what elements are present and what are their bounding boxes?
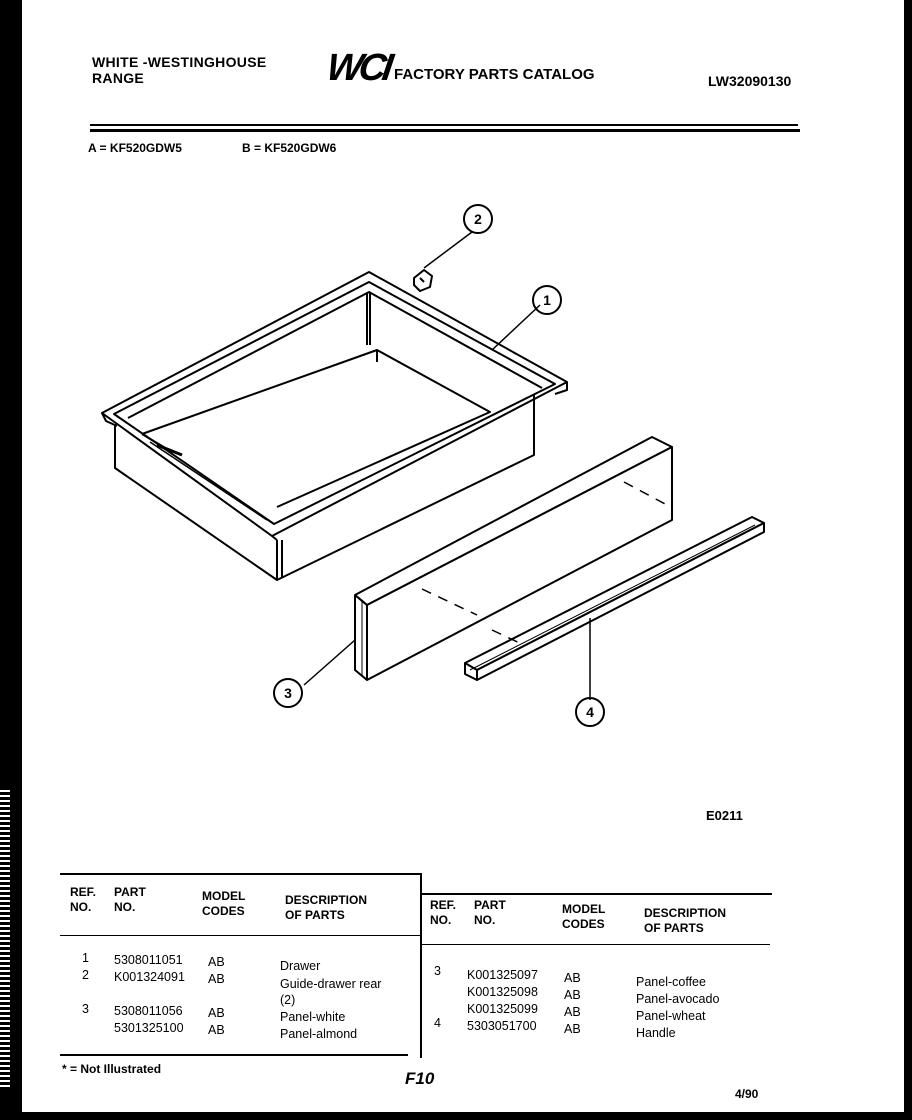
row-part-number: 5303051700 <box>467 1019 537 1033</box>
row-ref: 4 <box>434 1016 441 1030</box>
catalog-page <box>22 0 904 1112</box>
row-ref: 3 <box>434 964 441 978</box>
row-model-codes: AB <box>208 1023 225 1037</box>
row-description: Drawer <box>280 959 321 973</box>
row-ref: 1 <box>82 951 89 965</box>
scan-edge-marks <box>0 790 10 1090</box>
header-desc-right: DESCRIPTION OF PARTS <box>644 906 727 935</box>
table-divider <box>420 873 422 1058</box>
row-model-codes: AB <box>564 988 581 1002</box>
row-part-number: K001325099 <box>467 1002 538 1016</box>
table-header-rule-right <box>422 944 770 945</box>
row-description: Panel-white <box>280 1010 346 1024</box>
row-part-number: K001325097 <box>467 968 538 982</box>
header-model: MODEL CODES <box>202 889 246 918</box>
manufacturer-name: WHITE -WESTINGHOUSE <box>92 54 267 70</box>
row-model-codes: AB <box>208 1006 225 1020</box>
row-part-number: 5308011051 <box>114 953 183 967</box>
row-description: Guide-drawer rear <box>280 977 382 991</box>
header-part: PART NO. <box>114 885 146 914</box>
page-number: F10 <box>405 1069 435 1088</box>
header-part-right: PART NO. <box>474 898 506 927</box>
header-ref-right: REF. NO. <box>430 898 457 927</box>
row-description: Handle <box>636 1026 676 1040</box>
header-desc: DESCRIPTION OF PARTS <box>285 893 368 922</box>
table-bottom-rule <box>60 1054 408 1056</box>
document-number: LW32090130 <box>708 73 792 89</box>
row-part-number: K001325098 <box>467 985 538 999</box>
row-description: Panel-wheat <box>636 1009 706 1023</box>
row-model-codes: AB <box>564 971 581 985</box>
row-description: Panel-avocado <box>636 992 720 1006</box>
header-ref: REF. NO. <box>70 885 97 914</box>
row-ref: 2 <box>82 968 89 982</box>
exploded-parts-diagram <box>22 0 904 800</box>
row-part-number: K001324091 <box>114 970 185 984</box>
row-model-codes: AB <box>208 972 225 986</box>
row-part-number: 5301325100 <box>114 1021 184 1035</box>
table-top-rule-left <box>60 873 422 875</box>
catalog-date: 4/90 <box>735 1087 759 1101</box>
guide-clip-part <box>414 270 432 291</box>
row-description: Panel-coffee <box>636 975 706 989</box>
row-model-codes: AB <box>208 955 225 969</box>
catalog-title: FACTORY PARTS CATALOG <box>394 66 595 83</box>
table-top-rule-right <box>422 893 772 895</box>
row-model-codes: AB <box>564 1005 581 1019</box>
row-description: (2) <box>280 993 296 1007</box>
product-type: RANGE <box>92 70 145 86</box>
row-description: Panel-almond <box>280 1027 358 1041</box>
model-a: A = KF520GDW5 <box>88 141 182 155</box>
callout-3: 3 <box>284 685 292 701</box>
not-illustrated-note: * = Not Illustrated <box>62 1062 162 1076</box>
row-ref: 3 <box>82 1002 89 1016</box>
figure-code: E0211 <box>706 808 743 823</box>
callout-2: 2 <box>474 211 482 227</box>
callout-4: 4 <box>586 704 594 720</box>
table-header-rule-left <box>60 935 420 936</box>
row-part-number: 5308011056 <box>114 1004 183 1018</box>
model-b: B = KF520GDW6 <box>242 141 337 155</box>
header-model-right: MODEL CODES <box>562 902 606 931</box>
wci-logo: WCI <box>324 47 392 89</box>
row-model-codes: AB <box>564 1022 581 1036</box>
callout-1: 1 <box>543 292 551 308</box>
